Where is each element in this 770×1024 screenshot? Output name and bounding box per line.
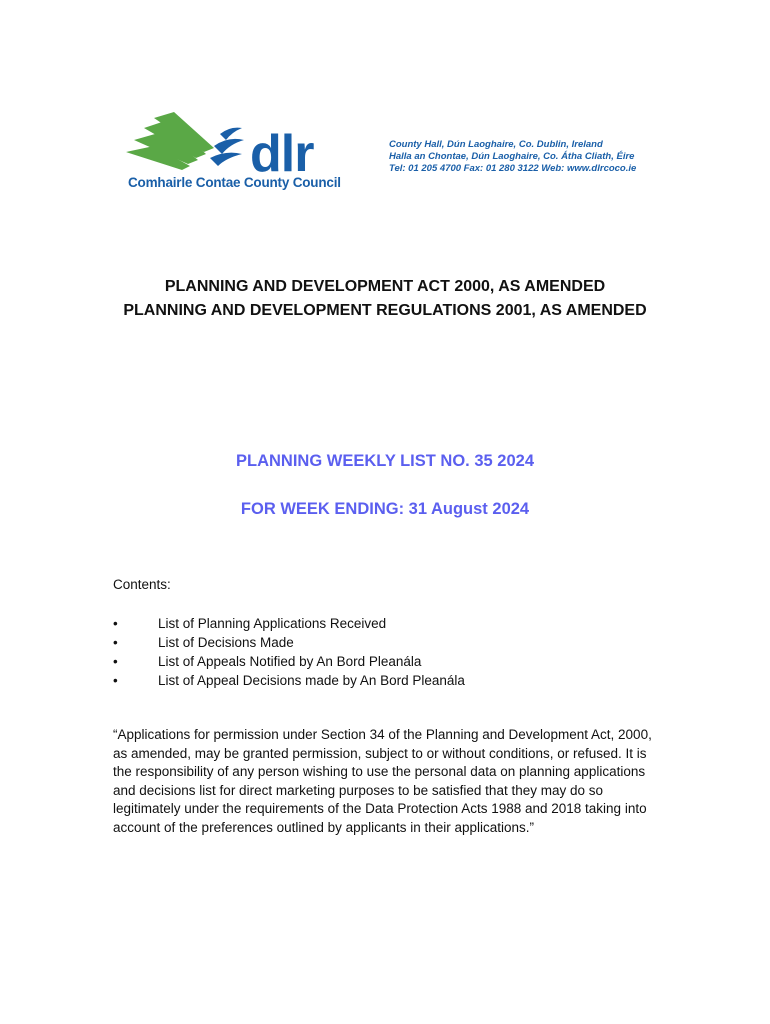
bullet-icon: •	[113, 654, 118, 669]
contents-label: Contents:	[113, 577, 171, 592]
act-title-line-2: PLANNING AND DEVELOPMENT REGULATIONS 2001, AS AMENDED	[123, 302, 647, 319]
dlr-wave-logo-icon	[124, 112, 249, 172]
weekly-list-number: PLANNING WEEKLY LIST NO. 35 2024	[236, 452, 534, 470]
week-ending-date: FOR WEEK ENDING: 31 August 2024	[240, 500, 530, 518]
list-item: • List of Decisions Made	[113, 635, 294, 650]
contact-line: Tel: 01 205 4700 Fax: 01 280 3122 Web: www.dlrcoco.ie	[389, 163, 637, 174]
contents-list	[113, 614, 465, 690]
list-item: • List of Planning Applications Received	[113, 616, 387, 631]
council-name: Comhairle Contae County Council	[128, 175, 341, 190]
dlr-wordmark: dlr	[250, 125, 314, 183]
list-item: • List of Appeal Decisions made by An Bord Pleanála	[113, 673, 465, 688]
bullet-icon: •	[113, 616, 118, 631]
act-title	[100, 275, 670, 323]
council-address	[389, 139, 636, 175]
bullet-icon: •	[113, 673, 118, 688]
act-title-line-1: PLANNING AND DEVELOPMENT ACT 2000, AS AMENDED	[164, 278, 606, 295]
data-protection-statement: “Applications for permission under Section 34 of the Planning and Development Act, 2000, as amended, may be granted permission, subject to or without conditions, or refused. It is the responsibility of any person wishing to use the personal data on planning applications and decisions list for direct marketing purposes to be satisfied that they may do so legitimately under the requirements of the Data Protection Acts 1988 and 2018 taking into account of the preferences outlined by applicants in their applications.”	[113, 727, 652, 835]
council-logo	[124, 112, 344, 198]
list-item: • List of Appeals Notified by An Bord Pleanála	[113, 654, 422, 669]
bullet-icon: •	[113, 635, 118, 650]
address-line-irish: Halla an Chontae, Dún Laoghaire, Co. Átha Cliath, Éire	[389, 151, 635, 162]
address-line-english: County Hall, Dún Laoghaire, Co. Dublin, Ireland	[389, 139, 603, 150]
